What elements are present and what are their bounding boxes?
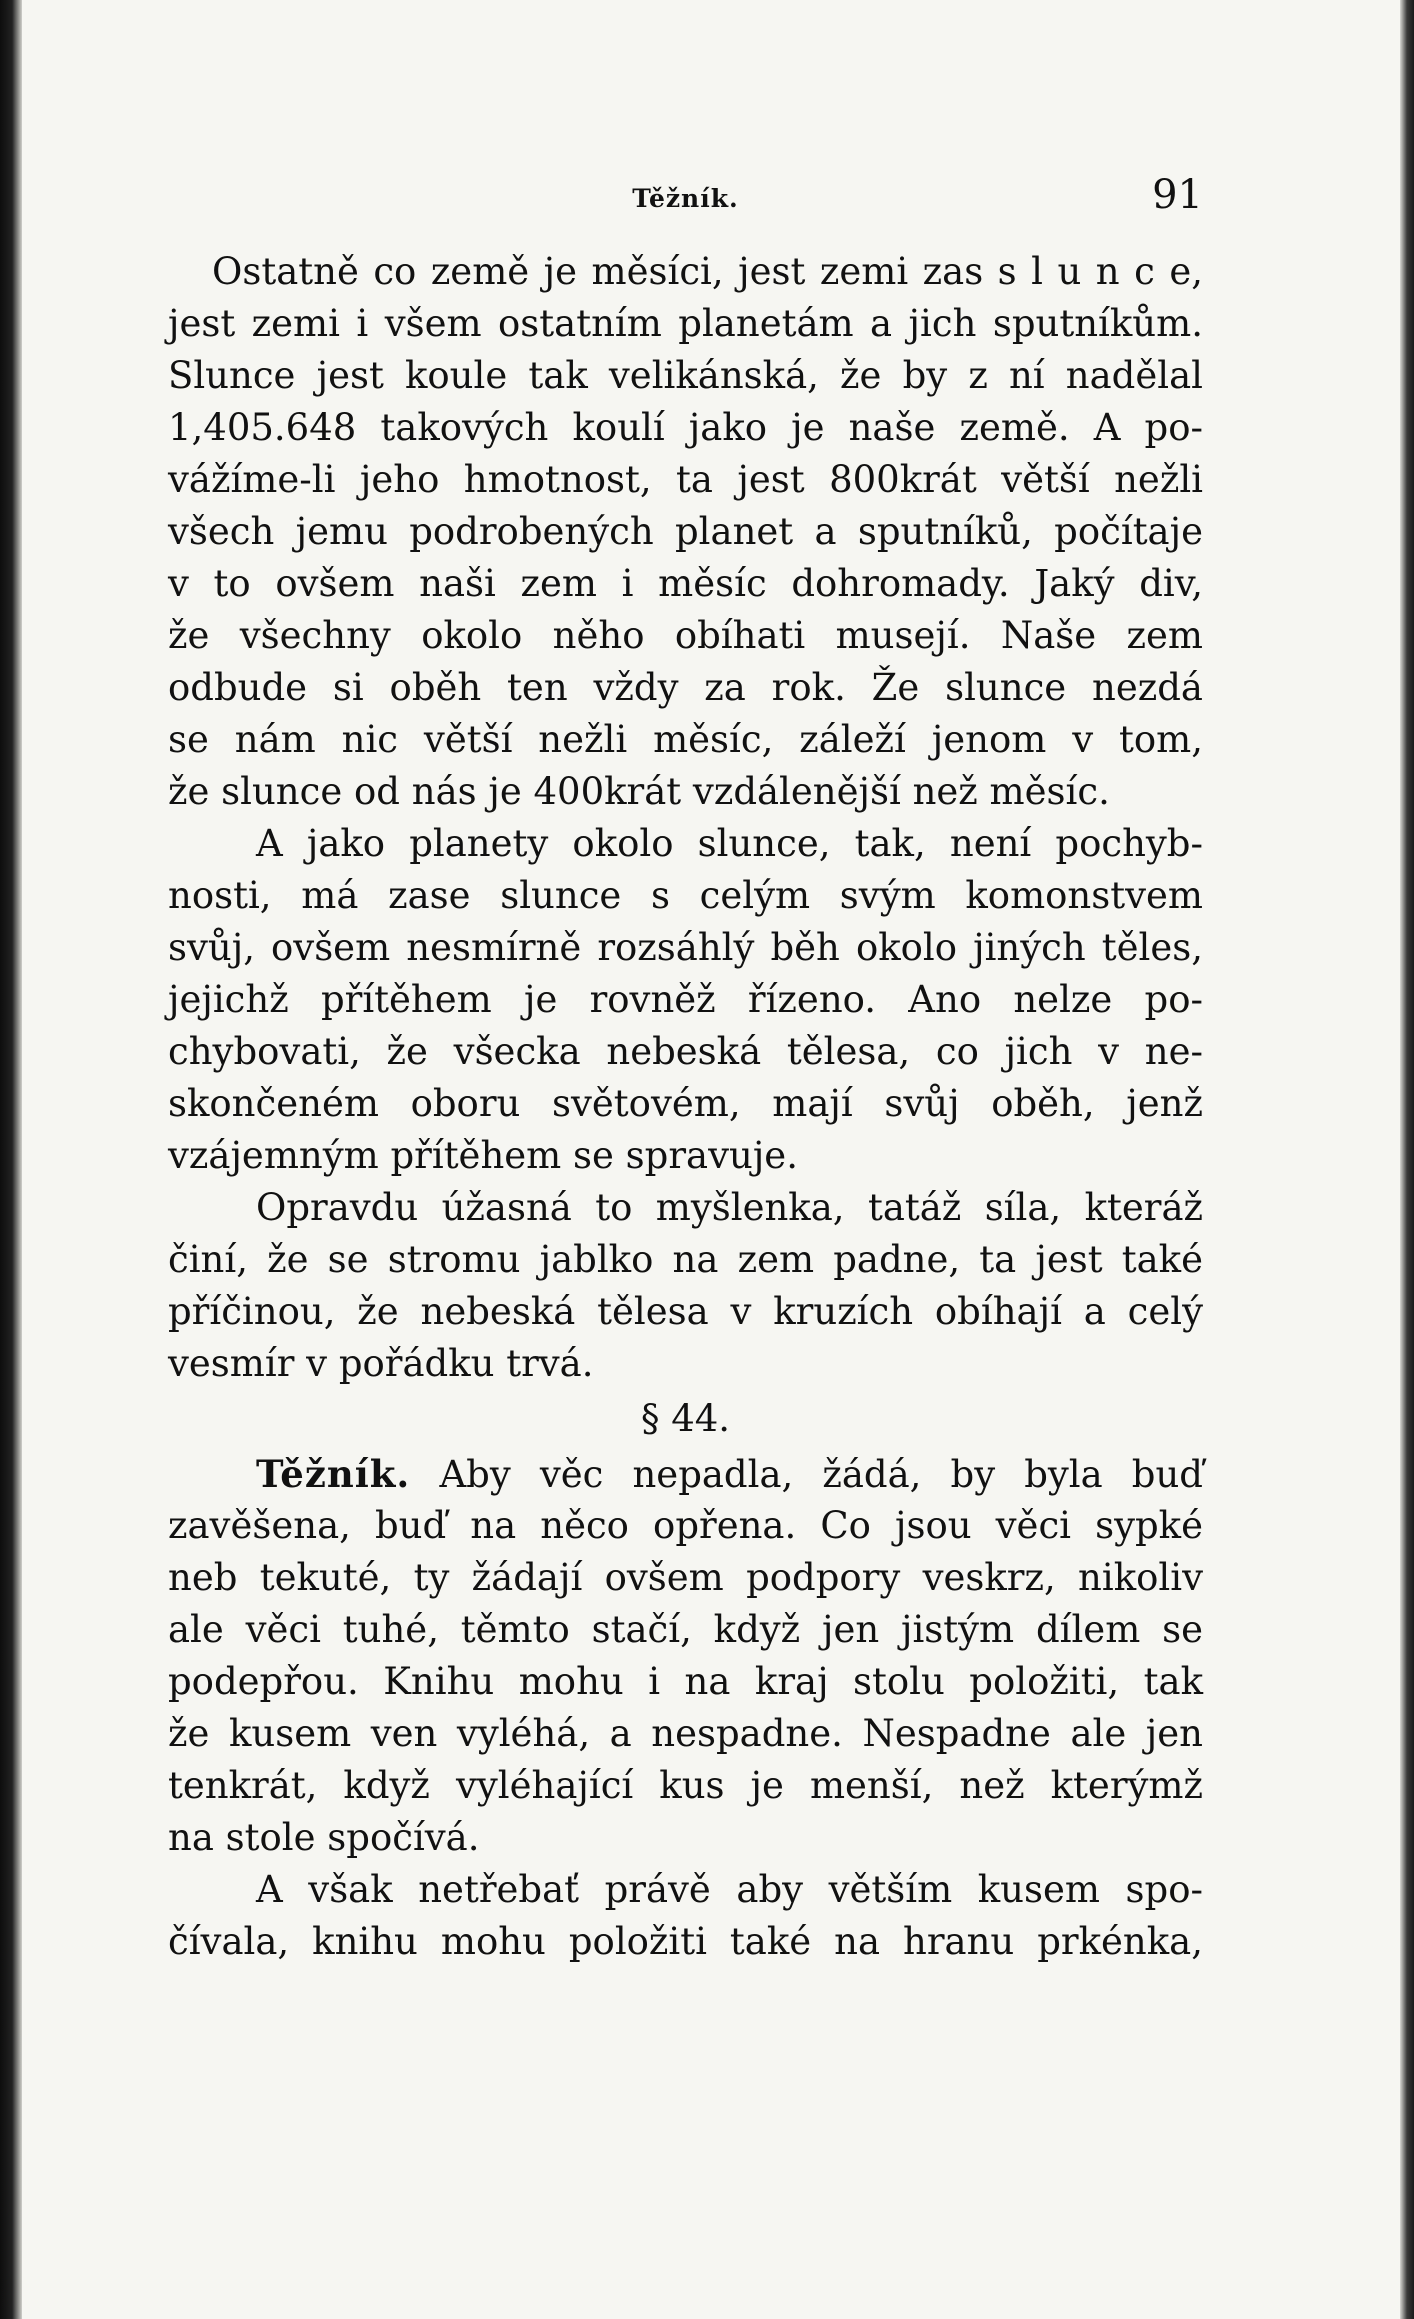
- text-line: A jako planety okolo slunce, tak, není pochyb-: [256, 822, 1203, 865]
- text-line: že všechny okolo něho obíhati musejí. Naše zem: [168, 614, 1203, 657]
- text-line: se nám nic větší nežli měsíc, záleží jenom v tom,: [168, 718, 1203, 761]
- text-line: chybovati, že všecka nebeská tělesa, co jich v ne-: [168, 1030, 1203, 1073]
- text-line: neb tekuté, ty žádají ovšem podpory veskrz, nikoliv: [168, 1556, 1203, 1599]
- text-line: jest zemi i všem ostatním planetám a jich sputníkům.: [168, 302, 1203, 345]
- scan-edge-left: [0, 0, 22, 2319]
- text-line: svůj, ovšem nesmírně rozsáhlý běh okolo jiných těles,: [168, 926, 1203, 969]
- text-line: ale věci tuhé, těmto stačí, když jen jistým dílem se: [168, 1608, 1203, 1651]
- text-line: nosti, má zase slunce s celým svým komonstvem: [168, 874, 1203, 917]
- text-line: A však netřebať právě aby větším kusem spo-: [256, 1868, 1203, 1911]
- text-line: tenkrát, když vyléhající kus je menší, než kterýmž: [168, 1764, 1203, 1807]
- text-line: všech jemu podrobených planet a sputníků, počítaje: [168, 510, 1203, 553]
- text-line: odbude si oběh ten vždy za rok. Že slunce nezdá: [168, 666, 1203, 709]
- paragraph-1: [168, 246, 1203, 818]
- text-line: na stole spočívá.: [168, 1816, 480, 1859]
- page-number: 91: [1152, 172, 1203, 218]
- text-line: v to ovšem naši zem i měsíc dohromady. Jaký div,: [168, 562, 1203, 605]
- text-line-with-lead: [168, 1448, 1203, 1500]
- running-title: Těžník.: [632, 184, 739, 213]
- text-line: příčinou, že nebeská tělesa v kruzích obíhají a celý: [168, 1290, 1203, 1333]
- book-page: [168, 170, 1203, 2270]
- text-line: vesmír v pořádku trvá.: [168, 1342, 594, 1385]
- text-line: Ostatně co země je měsíci, jest zemi zas s l u n c e,: [212, 250, 1203, 293]
- text-line: vážíme-li jeho hmotnost, ta jest 800krát větší nežli: [168, 458, 1203, 501]
- text-line: zavěšena, buď na něco opřena. Co jsou věci sypké: [168, 1504, 1203, 1547]
- text-line: podepřou. Knihu mohu i na kraj stolu položiti, tak: [168, 1660, 1203, 1703]
- text-line: skončeném oboru světovém, mají svůj oběh, jenž: [168, 1082, 1203, 1125]
- text-line: že slunce od nás je 400krát vzdálenější než měsíc.: [168, 770, 1110, 813]
- lead-line-rest: Aby věc nepadla, žádá, by byla buď: [439, 1453, 1203, 1496]
- section-heading: § 44.: [640, 1397, 731, 1440]
- page-header: [168, 170, 1203, 234]
- text-line: že kusem ven vyléhá, a nespadne. Nespadne ale jen: [168, 1712, 1203, 1755]
- text-line: Slunce jest koule tak velikánská, že by z ní nadělal: [168, 354, 1203, 397]
- paragraph-5: [168, 1864, 1203, 1968]
- text-line: 1,405.648 takových koulí jako je naše země. A po-: [168, 406, 1203, 449]
- text-line: vzájemným přítěhem se spravuje.: [168, 1134, 798, 1177]
- paragraph-4: [168, 1448, 1203, 1864]
- text-line: Opravdu úžasná to myšlenka, tatáž síla, kteráž: [256, 1186, 1203, 1229]
- scan-edge-right: [1400, 0, 1414, 2319]
- paragraph-2: [168, 818, 1203, 1182]
- text-line: jejichž přítěhem je rovněž řízeno. Ano nelze po-: [168, 978, 1203, 1021]
- text-line: čívala, knihu mohu položiti také na hranu prkénka,: [168, 1920, 1203, 1963]
- paragraph-lead: Těžník.: [256, 1452, 411, 1496]
- paragraph-3: [168, 1182, 1203, 1390]
- text-line: činí, že se stromu jablko na zem padne, ta jest také: [168, 1238, 1203, 1281]
